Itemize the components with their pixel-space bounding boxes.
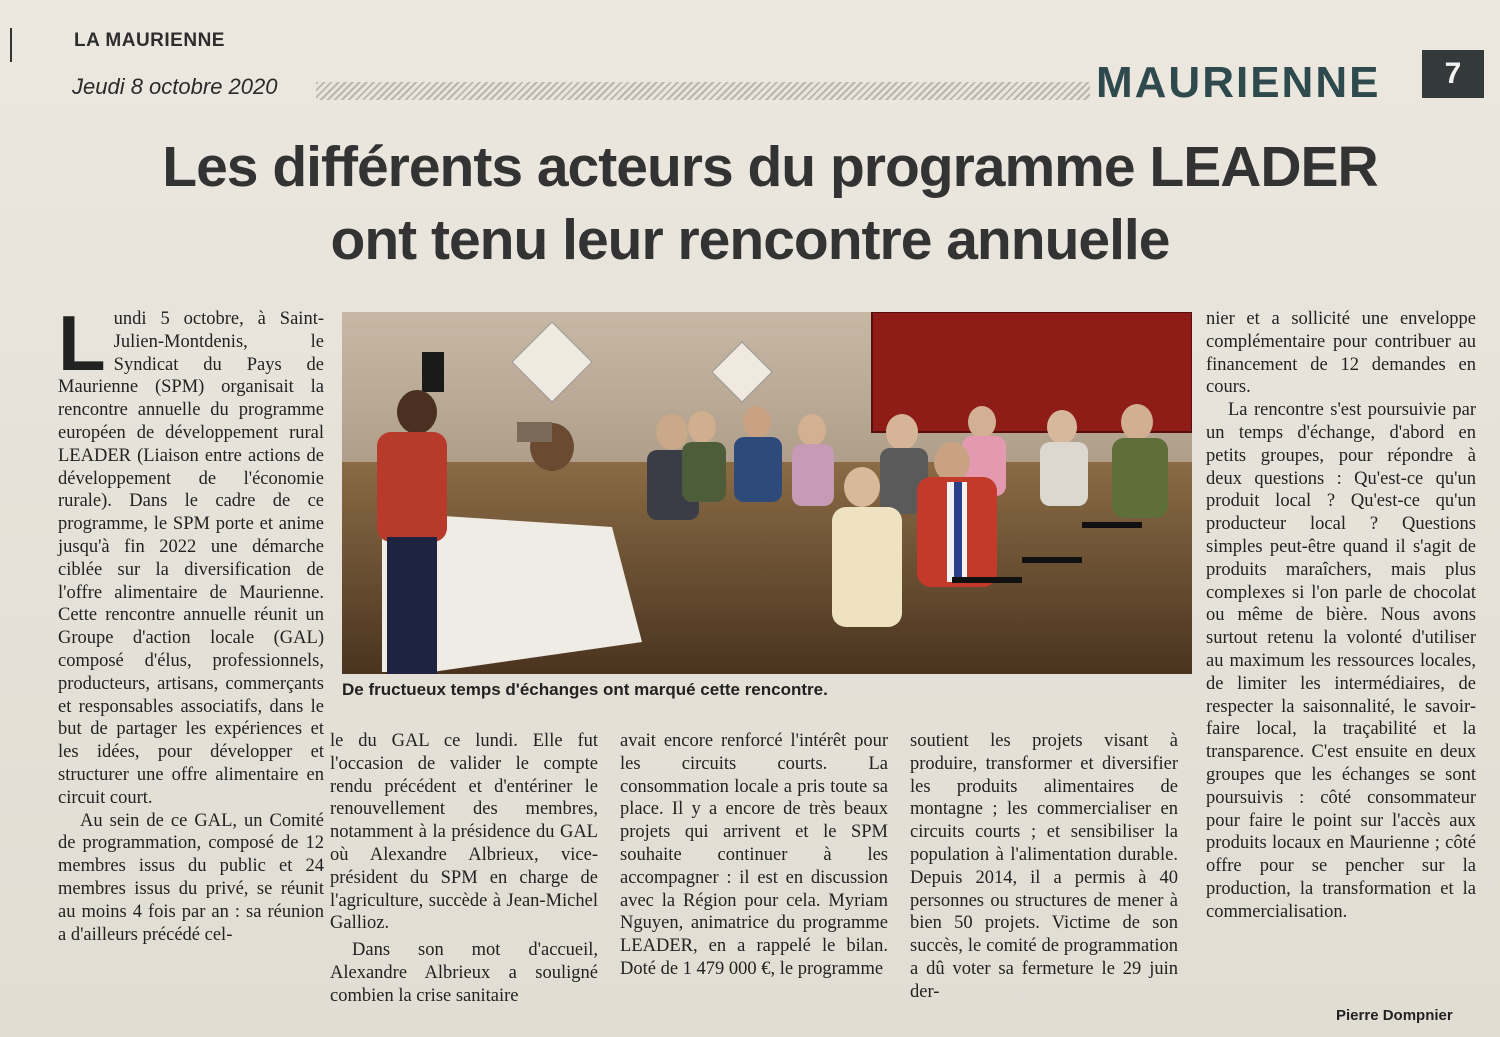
byline: Pierre Dompnier: [1336, 1007, 1453, 1024]
article-photo: [342, 312, 1192, 674]
article-column-3: [620, 730, 888, 981]
paragraph: le du GAL ce lundi. Elle fut l'occasion de valider le compte rendu précédent et d'entériner le renouvellement des membres, notamment à la présidence du GAL où Alexandre Albrieux, vice-président du SPM en charge de l'agriculture, succède à Jean-Michel Gallioz.: [330, 731, 598, 934]
headline-line-2: ont tenu leur rencontre annuelle: [330, 208, 1170, 272]
paragraph: nier et a sollicité une enveloppe complémentaire pour contribuer au financement de 12 demandes en cours.: [1206, 309, 1476, 398]
article-column-1: [58, 299, 324, 946]
headline-line-1: Les différents acteurs du programme LEADER: [162, 135, 1378, 199]
page-number: 7: [1422, 50, 1484, 98]
paragraph: avait encore renforcé l'intérêt pour les circuits courts. La consommation locale a pris toute sa place. Il y a encore de très beaux projets qui arrivent et le SPM souhaite continuer à les accompagner : il est en discussion avec la Région pour cela. Myriam Nguyen, animatrice du programme LEADER, en a rappelé le bilan. Doté de 1 479 000 €, le programme: [620, 731, 888, 979]
photo-caption: De fructueux temps d'échanges ont marqué cette rencontre.: [342, 680, 828, 699]
headline: [40, 132, 1500, 278]
meeting-scene-image: [342, 312, 1192, 674]
hatched-rule: [316, 82, 1090, 100]
paragraph: undi 5 octobre, à Saint-Julien-Montdenis, le Syndicat du Pays de Maurienne (SPM) organisait la rencontre annuelle du programme européen de développement rural LEADER (Liaison entre actions de développement de l'économie rurale). Dans le cadre de ce programme, le SPM porte et anime jusqu'à fin 2022 une démarche ciblée sur la diversification de l'offre alimentaire de Maurienne. Cette rencontre annuelle réunit un Groupe d'action locale (GAL) composé d'élus, professionnels, producteurs, artisans, commerçants et responsables associatifs, dans le but de partager les expériences et les idées, pour développer et structurer une offre alimentaire en circuit court.: [58, 309, 324, 808]
issue-date: Jeudi 8 octobre 2020: [72, 74, 278, 99]
paragraph: soutient les projets visant à produire, transformer et diversifier les produits alimentaires de montagne ; les commercialiser en circuits courts ; et sensibiliser la population à l'alimentation durable. Depuis 2014, il a permis à 40 personnes ou structures de mener à bien 50 projets. Victime de son succès, le comité de programmation a dû voter sa fermeture le 29 juin der-: [910, 731, 1178, 1002]
newspaper-name: LA MAURIENNE: [74, 30, 225, 51]
article-column-5: [1206, 308, 1476, 924]
article-column-4: [910, 730, 1178, 1004]
paragraph: Dans son mot d'accueil, Alexandre Albrieux a souligné combien la crise sanitaire: [330, 940, 598, 1006]
section-title: MAURIENNE: [1096, 58, 1381, 107]
article-column-2: [330, 730, 598, 1008]
paragraph: La rencontre s'est poursuivie par un temps d'échange, d'abord en petits groupes, pour répondre à deux questions : Qu'est-ce qu'un produit local ? Qu'est-ce qu'un producteur local ? Questions simples peut-être quand il s'agit de produits maraîchers, mais plus complexes si l'on parle de chocolat ou même de bière. Nous avons surtout retenu la volonté d'utiliser au maximum les ressources locales, de limiter les intermédiaires, de respecter la saisonnalité, le savoir-faire local, la traçabilité et la transparence. C'est ensuite en deux groupes que les échanges se sont poursuivis : côté consommateur pour faire le point sur l'accès aux produits locaux en Maurienne ; côté offre pour se pencher sur la production, la transformation et la commercialisation.: [1206, 400, 1476, 922]
drop-cap: L: [58, 299, 106, 387]
paragraph: Au sein de ce GAL, un Comité de programmation, composé de 12 membres issus du public et 24 membres issus du privé, se réunit au moins 4 fois par an : sa réunion a d'ailleurs précédé cel-: [58, 810, 324, 945]
margin-rule: [10, 28, 12, 62]
